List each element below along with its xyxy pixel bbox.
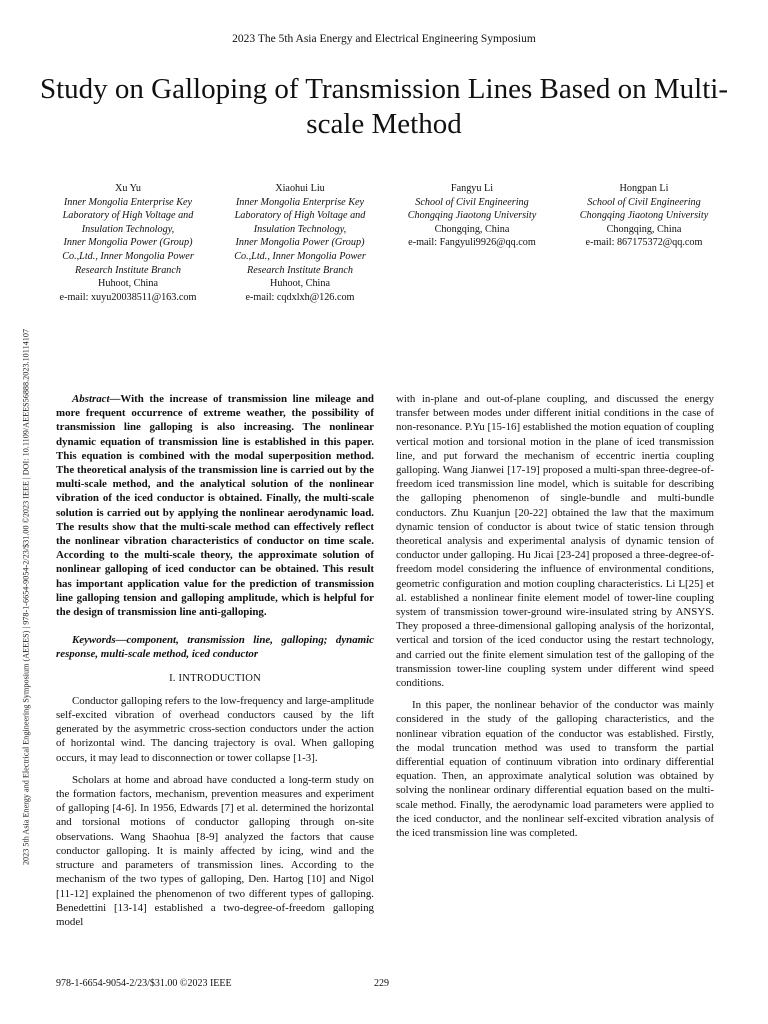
author-affiliation-line: Inner Mongolia Power (Group) [235,237,365,249]
body-paragraph: with in-plane and out-of-plane coupling, and discussed the energy transfer between modes under different initial conditions in the case of non-resonance. P.Yu [15-16] established the motion equation of coupling vertical motion and torsional motion in the plane of iced transmission line, and put forward the mechanism of eccentric inertia coupling galloping. Wang Jianwei [17-19] proposed a multi-span three-degree-of-freedom iced transmission line model, which is suitable for describing the galloping phenomenon of single-bundle and multi-bundle conductors. Zhu Kuanjun [20-22] obtained the law that the maximum dynamic tension of conductor is about twice of static tension through theoretical analysis and experimental analysis of dynamic tension of conductor under galloping. Hu Jicai [23-24] proposed a three-degree-of-freedom model considering the influence of environmental conditions, geometric configuration and motion coupling characteristics. Li L[25] et al. established a nonlinear finite element model of tower-line coupling system of transmission tower-ground wire-insulated string by ANSYS. They proposed a three-dimensional galloping analysis of the horizontal, vertical and torsion of the iced conductor using the restart technology, and carried out the finite element simulation test of the galloping of the transmission tower-line coupling system under different wind speed conditions. [396,393,714,690]
author-1 [42,182,214,304]
body-paragraph: Conductor galloping refers to the low-frequency and large-amplitude self-excited vibration of overhead conductors caused by the lift generated by the asymmetric cross-section conductors under the action of horizontal wind. The dancing trajectory is oval. When galloping occurs, it may lead to disconnection or tower collapse [1-3]. [56,694,374,764]
left-column [56,392,374,937]
abstract-label: Abstract [72,393,110,405]
author-4 [558,182,730,304]
author-location: Chongqing, China [434,223,510,235]
author-affiliation-line: Inner Mongolia Enterprise Key [235,196,365,208]
page-number: 229 [374,978,389,989]
footer-isbn: 978-1-6654-9054-2/23/$31.00 ©2023 IEEE [56,978,232,989]
author-affiliation-line: Laboratory of High Voltage and [234,210,366,222]
author-email: e-mail: xuyu20038511@163.com [59,291,197,303]
paper-title: Study on Galloping of Transmission Lines Based on Multi-scale Method [40,73,728,140]
keywords [56,633,374,661]
author-affiliation-line: Inner Mongolia Power (Group) [63,237,193,249]
body-paragraph: Scholars at home and abroad have conducted a long-term study on the formation factors, mechanism, prevention measures and experiment of galloping [4-6]. In 1956, Edwards [7] et al. determined the horizontal and torsional motions of conductor galloping through on-site observations. Wang Shaohua [8-9] analyzed the factors that cause conductor galloping. It is mainly affected by icing, wind and the structure and parameters of transmission lines. According to the mechanism of the two types of galloping, Den. Hartog [10] and Nigol [11-12] explained the phenomenon of two different types of galloping. Benedettini [13-14] established a two-degree-of-freedom galloping model [56,773,374,928]
author-affiliation-line: Inner Mongolia Enterprise Key [63,196,193,208]
right-column [396,392,714,848]
author-affiliation-line: Insulation Technology, [253,223,347,235]
author-email: e-mail: 867175372@qq.com [585,237,703,249]
author-location: Chongqing, China [606,223,682,235]
author-affiliation-line: Chongqing Jiaotong University [579,210,709,222]
author-name: Xiaohui Liu [275,183,325,194]
keywords-label: Keywords [72,634,116,647]
author-affiliation-line: Research Institute Branch [247,264,353,276]
abstract [56,392,374,619]
author-name: Xu Yu [115,183,141,194]
author-affiliation-line: Research Institute Branch [75,264,181,276]
author-affiliation-line: School of Civil Engineering [587,196,701,208]
author-3 [386,182,558,304]
author-email: e-mail: cqdxlxh@126.com [245,291,355,303]
author-affiliation-line: Laboratory of High Voltage and [62,210,194,222]
sidebar-doi-text: 2023 5th Asia Energy and Electrical Engineering Symposium (AEEES) | 978-1-6654-9054-2/23/$31.00 ©2023 IEEE | DOI: 10.1109/AEEES56888.2023.10114107 [21,328,31,866]
author-location: Huhoot, China [270,278,330,290]
author-location: Huhoot, China [98,278,158,290]
author-affiliation-line: Co.,Ltd., Inner Mongolia Power [62,250,194,262]
author-affiliation-line: Co.,Ltd., Inner Mongolia Power [234,250,366,262]
author-block [42,182,732,304]
section-heading-introduction: I. INTRODUCTION [169,672,261,684]
author-affiliation-line: Insulation Technology, [81,223,175,235]
author-name: Hongpan Li [619,183,669,194]
author-name: Fangyu Li [450,183,494,194]
author-2 [214,182,386,304]
author-affiliation-line: School of Civil Engineering [415,196,529,208]
body-paragraph: In this paper, the nonlinear behavior of the conductor was mainly considered in the study of the galloping characteristics, and the nonlinear vibration equation of the conductor was established. Firstly, the modal truncation method was used to transform the partial differential equation of continuum vibration into ordinary differential equation. Then, an approximate analytical solution was obtained by solving the nonlinear ordinary differential equation based on the multi-scale method. Finally, the aerodynamic load parameters were applied to the iced conductor, and the nonlinear self-excited vibration analysis of the iced transmission line was completed. [396,699,714,840]
abstract-text: —With the increase of transmission line mileage and more frequent occurrence of extreme weather, the possibility of transmission line galloping is also increasing. The nonlinear dynamic equation of transmission line is established in this paper. This equation is combined with the modal superposition method. The theoretical analysis of the transmission line is carried out by the multi-scale method, and the analytical solution of the nonlinear vibration of the iced conductor is obtained. Finally, the multi-scale solution is carried out by applying the nonlinear aerodynamic load. The results show that the multi-scale method can effectively reflect the nonlinear vibration characteristics of conductor on time scale. According to the multi-scale theory, the approximate solution of nonlinear galloping of iced conductor can be obtained. This result has important application value for the prediction of transmission line galloping tension and galloping amplitude, which is helpful for the design of transmission line anti-galloping. [56,393,374,619]
keywords-text: —component, transmission line, galloping; dynamic response, multi-scale method, iced conductor [56,634,374,661]
conference-header: 2023 The 5th Asia Energy and Electrical Engineering Symposium [232,33,536,45]
author-affiliation-line: Chongqing Jiaotong University [407,210,537,222]
author-email: e-mail: Fangyuli9926@qq.com [408,237,536,249]
